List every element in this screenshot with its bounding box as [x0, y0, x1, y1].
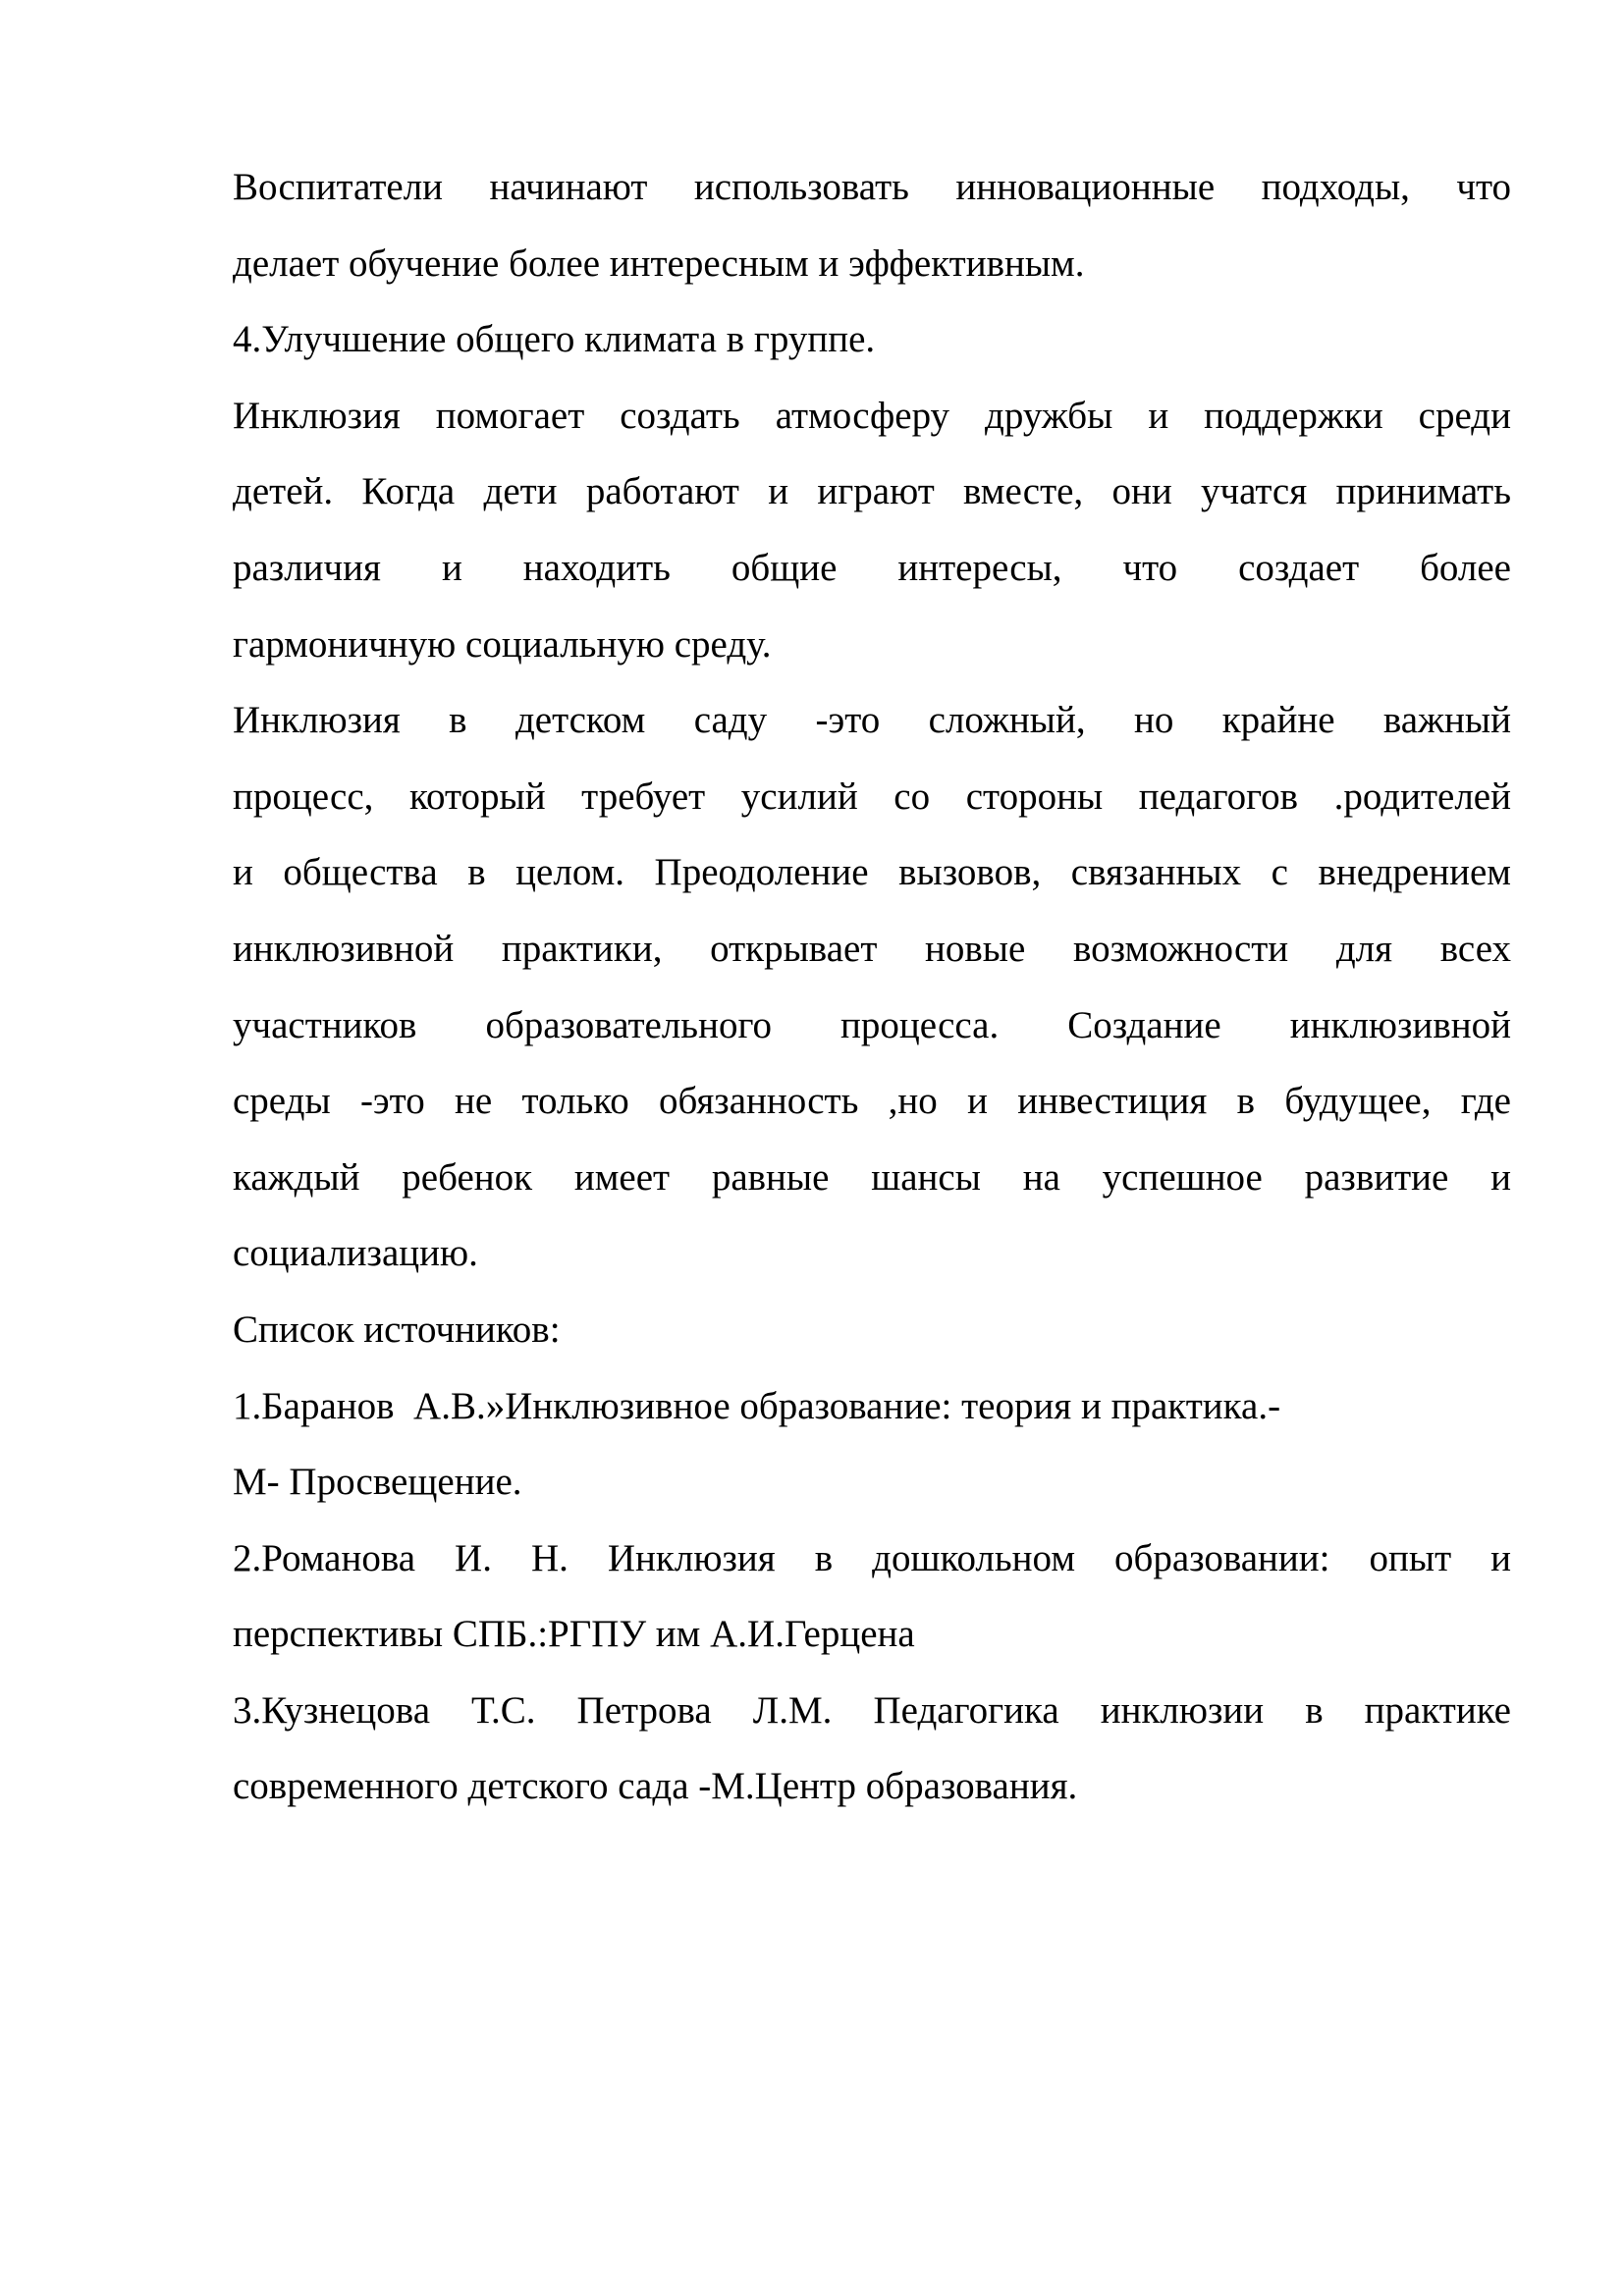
text-line-conclusion: и общества в целом. Преодоление вызовов, связанных с внедрением: [233, 851, 1511, 894]
text-line-paragraph-1: Воспитатели начинают использовать инновационные подходы, что: [233, 166, 1511, 208]
reference-item-1-cont: М- Просвещение.: [233, 1461, 522, 1504]
text-line-conclusion: процесс, который требует усилий со стороны педагогов .родителей: [233, 774, 1511, 818]
text-line-paragraph-1-end: делает обучение более интересным и эффективным.: [233, 241, 1085, 285]
text-line-paragraph-2-end: гармоничную социальную среду.: [233, 622, 772, 666]
text-line-paragraph-2: Инклюзия помогает создать атмосферу дружбы и поддержки среди: [233, 394, 1511, 437]
text-line-paragraph-2: различия и находить общие интересы, что создает более: [233, 546, 1511, 589]
text-line-conclusion: каждый ребенок имеет равные шансы на успешное развитие и: [233, 1155, 1511, 1199]
text-line-conclusion: участников образовательного процесса. Создание инклюзивной: [233, 1003, 1511, 1046]
text-line-paragraph-2: детей. Когда дети работают и играют вместе, они учатся принимать: [233, 470, 1511, 513]
text-line-conclusion-end: социализацию.: [233, 1232, 478, 1275]
reference-item-2: 2.Романова И. Н. Инклюзия в дошкольном образовании: опыт и: [233, 1536, 1511, 1579]
section-heading-4: 4.Улучшение общего климата в группе.: [233, 318, 876, 361]
text-line-conclusion: инклюзивной практики, открывает новые возможности для всех: [233, 927, 1511, 970]
reference-item-2-cont: перспективы СПБ.:РГПУ им А.И.Герцена: [233, 1613, 915, 1656]
references-heading: Список источников:: [233, 1308, 561, 1351]
text-line-conclusion: Инклюзия в детском саду -это сложный, но крайне важный: [233, 699, 1511, 742]
reference-item-1: 1.Баранов А.В.»Инклюзивное образование: теория и практика.-: [233, 1384, 1281, 1427]
text-line-conclusion: среды -это не только обязанность ,но и инвестиция в будущее, где: [233, 1080, 1511, 1123]
document-page: [233, 149, 1511, 1825]
reference-item-3-cont: современного детского сада -М.Центр образования.: [233, 1765, 1078, 1808]
reference-item-3: 3.Кузнецова Т.С. Петрова Л.М. Педагогика инклюзии в практике: [233, 1688, 1511, 1732]
